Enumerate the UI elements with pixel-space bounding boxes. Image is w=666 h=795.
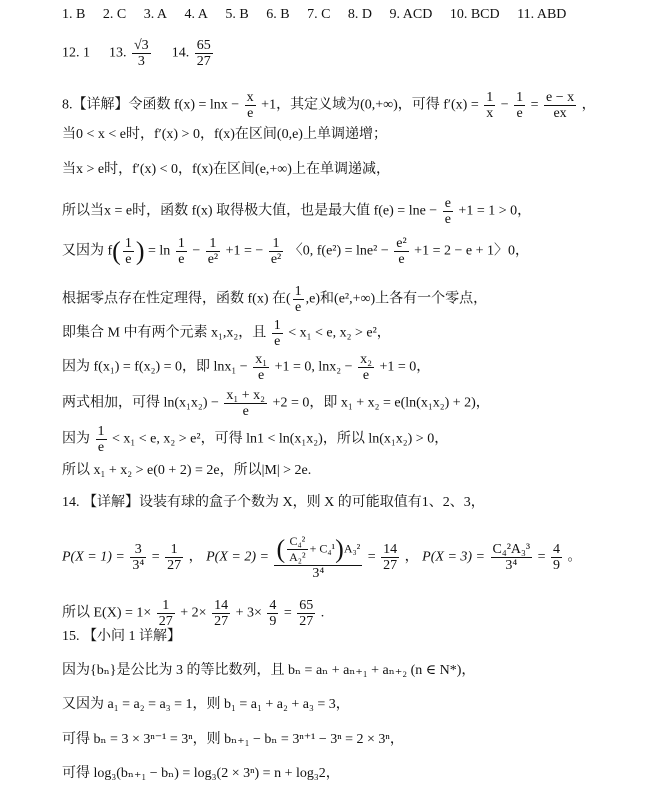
answer-7: 7. C [307, 7, 331, 22]
answer-12: 12. 1 [62, 45, 90, 61]
p14-intro: 14. 【详解】设装有球的盒子个数为 X，则 X 的可能取值有1、2、3， [62, 495, 485, 510]
p14-expectation: 所以 E(X) = 1× $\frac{1}{27}$ + 2× $\frac{14}{27}$ + 3× $\frac{4}{9}$ = $\frac{65}{27}$ . [62, 598, 325, 629]
p8-line-11: 所以 x₁ + x₂ > e(0 + 2) = 2e，所以|M| > 2e. [62, 463, 312, 478]
answer-6: 6. B [266, 7, 290, 22]
answer-13-fraction: $\frac{√3}{3}$ [134, 38, 149, 69]
p15-line-2: 又因为 a₁ = a₂ = a₃ = 1，则 b₁ = a₁ + a₂ + a₃ = 3， [62, 697, 350, 712]
p14-x2-fraction: ( $\frac{\text{C₄²}}{\text{A₂²}}$ + C₄¹)A₃² 3⁴ [276, 534, 361, 581]
answer-row-1 [62, 6, 566, 24]
answer-1: 1. B [62, 7, 86, 22]
answer-4: 4. A [184, 7, 208, 22]
p8-line-5: 又因为 f( $\frac{1}{e}$ ) = ln $\frac{1}{e}$ − $\frac{1}{\text{e²}}$ +1 = − $\frac{1}{\text{e²}}$ 〈0, f(e²) = lne² − $\frac{\text{e²}}{e}$ +1 = 2 − e + 1〉0， [62, 236, 529, 267]
p8-line-2: 当0 < x < e时，f′(x) > 0，f(x)在区间(0,e)上单调递增； [62, 127, 387, 142]
answer-9: 9. ACD [389, 7, 433, 22]
answer-5: 5. B [225, 7, 249, 22]
answer-3: 3. A [143, 7, 168, 22]
p14-probabilities: P(X = 1) = $\frac{3}{\text{3⁴}}$ = $\frac{1}{27}$ ， P(X = 2) = ( $\frac{\text{C₄²}}{\text{A₂²}}$ + C₄¹)A₃² 3⁴ = $\frac{14}{27}$ ， P(X = 3) = $\frac{\text{C₄²A₃³}}{\text{3⁴}}$ = $\frac{4}{9}$ 。 [62, 534, 582, 581]
p8-line-9: 两式相加，可得 ln(x₁x₂) − $\frac{\text{x₁ + x₂}}{e}$ +2 = 0，即 x₁ + x₂ = e(ln(x₁x₂) + 2)， [62, 388, 490, 419]
answer-14-fraction: $\frac{65}{27}$ [196, 38, 211, 69]
p8-line-6: 根据零点存在性定理得，函数 f(x) 在( $\frac{1}{e}$ ,e)和(e²,+∞)上各有一个零点， [62, 284, 488, 315]
p15-heading: 15. 【小问 1 详解】 [62, 629, 181, 644]
answer-11: 11. ABD [517, 7, 567, 22]
answer-13-label: 13. [109, 45, 127, 61]
answer-8: 8. D [347, 7, 373, 22]
p15-line-1: 因为{bₙ}是公比为 3 的等比数列，且 bₙ = aₙ + aₙ₊₁ + aₙ₊₂ (n ∈ N*)， [62, 663, 476, 678]
p15-line-4: 可得 log₃(bₙ₊₁ − bₙ) = log₃(2 × 3ⁿ) = n + log₃2， [62, 766, 340, 781]
p8-line-4: 所以当x = e时，函数 f(x) 取得极大值，也是最大值 f(e) = lne − $\frac{e}{e}$ +1 = 1 > 0， [62, 196, 532, 227]
answer-2: 2. C [102, 7, 127, 22]
p8-line-10: 因为 $\frac{1}{e}$ < x₁ < e, x₂ > e²，可得 ln1 < ln(x₁x₂)，所以 ln(x₁x₂) > 0， [62, 424, 449, 455]
answer-14-label: 14. [171, 45, 190, 61]
answer-10: 10. BCD [449, 7, 500, 22]
answer-row-2 [62, 38, 215, 69]
p15-line-3: 可得 bₙ = 3 × 3ⁿ⁻¹ = 3ⁿ，则 bₙ₊₁ − bₙ = 3ⁿ⁺¹ − 3ⁿ = 2 × 3ⁿ， [62, 732, 404, 747]
p8-line-3: 当x > e时，f′(x) < 0，f(x)在区间(e,+∞)上在单调递减， [62, 162, 390, 177]
p8-line-8: 因为 f(x₁) = f(x₂) = 0，即 lnx₁ − $\frac{\text{x₁}}{e}$ +1 = 0, lnx₂ − $\frac{\text{x₂}}{e}$ +1 = 0， [62, 352, 431, 383]
p8-line-7: 即集合 M 中有两个元素 x₁,x₂，且 $\frac{1}{e}$ < x₁ < e, x₂ > e²， [62, 318, 391, 349]
p8-line-1: 8.【详解】令函数 f(x) = lnx − $\frac{x}{e}$ +1，其定义域为(0,+∞)，可得 f′(x) = $\frac{1}{x}$ − $\frac{1}{e}$ = $\frac{e - x}{ex}$ ， [62, 90, 596, 121]
